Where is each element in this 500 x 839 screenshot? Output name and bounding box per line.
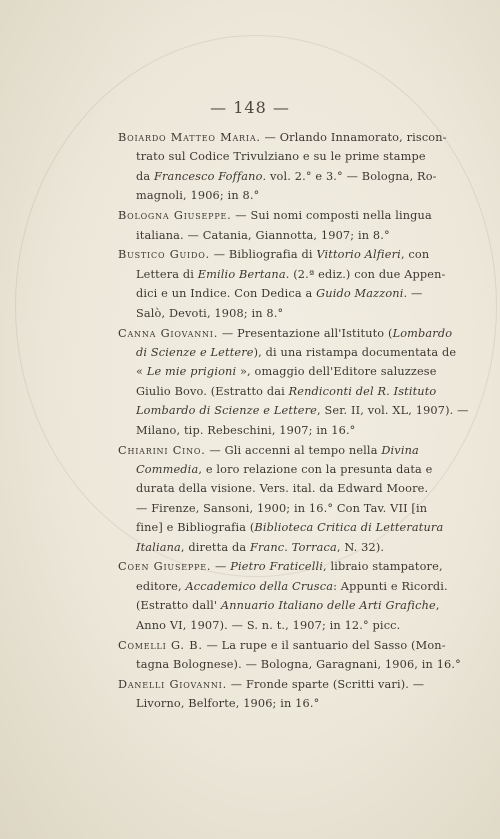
entry-text: : Appunti e Ricordi. [333,579,448,593]
italic-title: Franc. Torraca [249,540,337,554]
entry-text: Anno VI, 1907). — S. n. t., 1907; in 12.° picc. [136,618,401,632]
italic-title: Divina [381,443,419,457]
bibliography-entry [118,324,469,440]
entry-text: editore, [136,579,186,593]
entry-text: Lettera di [136,267,198,281]
entry-continuation-line [118,226,434,245]
entry-text: . vol. 2.° e 3.° — Bologna, Ro- [262,169,437,183]
entry-text: tagna Bolognese). — Bologna, Garagnani, 1906, in 16.° [136,657,461,671]
entry-text: — La rupe e il santuario del Sasso (Mon- [202,638,446,652]
entry-continuation-line [118,499,434,518]
entry-text: — Presentazione all'Istituto ( [218,326,393,340]
italic-title: Pietro Fraticelli [230,560,323,574]
entry-text: dici e un Indice. Con Dedica a [136,287,317,301]
entry-continuation-line [118,265,446,284]
entry-text: , libraio stampatore, [322,560,443,574]
entry-continuation-line [118,382,437,401]
italic-title: di Scienze e Lettere [136,345,254,359]
entry-text: (Estratto dall' [136,599,221,613]
entry-first-line [118,245,434,264]
entry-first-line [118,675,434,694]
entry-continuation-line [118,577,448,596]
entry-first-line [118,206,434,225]
italic-title: Le mie prigioni [146,365,237,379]
entry-text: Milano, tip. Rebeschini, 1907; in 16.° [136,423,356,437]
entry-text: — [211,560,231,574]
entry-continuation-line [118,186,434,205]
author-name: Coen Giuseppe. [118,560,212,574]
entry-continuation-line [118,616,434,635]
entry-continuation-line [118,401,469,420]
entry-text: — Sui nomi composti nella lingua [231,209,432,223]
bibliography-entry [118,557,448,635]
entry-text: Salò, Devoti, 1908; in 8.° [136,306,284,320]
entry-text: — Orlando Innamorato, riscon- [260,131,447,144]
entry-text: , e loro relazione con la presunta data e [198,462,433,476]
entry-continuation-line [118,421,434,440]
entry-continuation-line [118,362,437,381]
entry-text: . (2.ª ediz.) con due Appen- [285,267,446,281]
entry-continuation-line [118,167,437,186]
entry-text: , Ser. II, vol. XL, 1907). — [316,404,469,418]
entry-continuation-line [118,304,434,323]
entry-continuation-line [118,147,434,166]
bibliography-entry [118,128,447,206]
entry-text: durata della visione. Vers. ital. da Edward Moore. [136,482,429,496]
italic-title: Lombardo di Scienze e Lettere [136,404,317,418]
entry-continuation-line [118,479,434,498]
entry-text: trato sul Codice Trivulziano e su le prime stampe [136,150,426,164]
author-name: Chiarini Cino. [118,443,206,457]
entry-continuation-line [118,538,434,557]
italic-title: Vittorio Alfieri [316,248,401,262]
entry-first-line [118,557,443,576]
entry-continuation-line [118,460,434,479]
entry-text: ), di una ristampa documentata de [253,345,457,359]
italic-title: Guido Mazzoni [316,287,404,301]
entry-first-line [118,636,446,655]
entry-text: — Bibliografia di [209,248,317,262]
entry-text: da [136,169,155,183]
entry-text: fine] e Bibliografia ( [136,521,255,535]
bibliography-entry [118,441,444,557]
entry-text: Giulio Bovo. (Estratto dai [136,384,289,398]
entry-continuation-line [118,655,461,674]
bibliography-entries [118,128,469,714]
entry-text: « [136,365,147,379]
bibliography-entry [118,245,446,323]
entry-text: , con [400,248,430,262]
page-number: — 148 — [210,98,290,117]
entry-continuation-line [118,284,434,303]
entry-first-line [118,128,447,147]
bibliography-entry [118,675,434,714]
entry-text: , N. 32). [336,540,385,554]
entry-text: — Gli accenni al tempo nella [205,443,382,457]
entry-text: , [435,599,440,613]
author-name: Canna Giovanni. [118,326,219,340]
author-name: Bologna Giuseppe. [118,209,232,223]
entry-text: — Firenze, Sansoni, 1900; in 16.° Con Tav. VII [in [136,501,428,515]
entry-text: — Fronde sparte (Scritti vari). — [227,677,425,691]
author-name: Bustico Guido. [118,248,210,262]
italic-title: Lombardo [392,326,453,340]
entry-text: Livorno, Belforte, 1906; in 16.° [136,697,320,711]
entry-continuation-line [118,596,440,615]
bibliography-entry [118,636,461,675]
entry-text: », omaggio dell'Editore saluzzese [236,365,437,379]
italic-title: Biblioteca Critica di Letteratura [254,521,444,535]
entry-continuation-line [118,518,444,537]
entry-text: . — [403,287,423,301]
entry-first-line [118,324,453,343]
author-name: Danelli Giovanni. [118,677,228,691]
entry-text: magnoli, 1906; in 8.° [136,189,260,203]
entry-text: italiana. — Catania, Giannotta, 1907; in 8.° [136,228,390,242]
italic-title: Commedia [136,462,199,476]
italic-title: Rendiconti del R. Istituto [288,384,437,398]
italic-title: Annuario Italiano delle Arti Grafiche [220,599,436,613]
italic-title: Emilio Bertana [197,267,286,281]
italic-title: Accademico della Crusca [185,579,334,593]
entry-text: , diretta da [180,540,250,554]
author-name: Boiardo Matteo Maria. [118,131,261,144]
entry-continuation-line [118,343,457,362]
italic-title: Francesco Foffano [154,169,263,183]
entry-first-line [118,441,434,460]
author-name: Comelli G. B. [118,638,203,652]
entry-continuation-line [118,694,434,713]
bibliography-entry [118,206,434,245]
italic-title: Italiana [136,540,181,554]
